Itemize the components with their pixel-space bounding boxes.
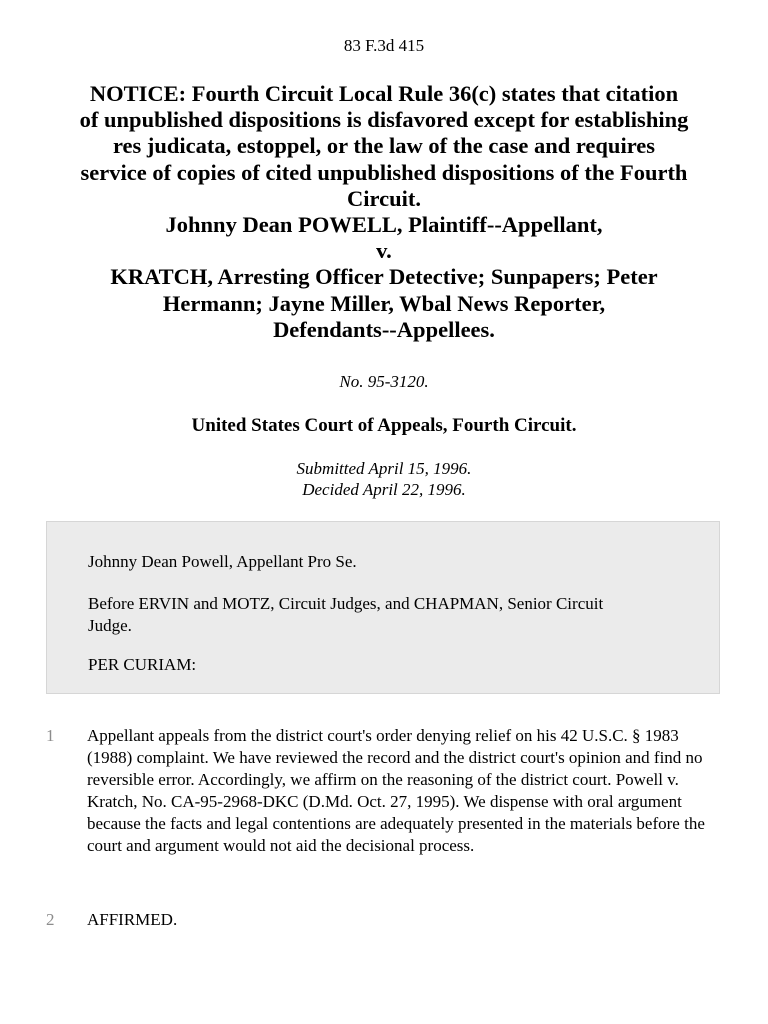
paragraph-text: Appellant appeals from the district court's order denying relief on his 42 U.S.C. § 1983 (1988) complaint. We have reviewed the record and the district court's opinion and find no reversible error. Accordingly, we affirm on the reasoning of the district court. Powell v. Kratch, No. CA-95-2968-DKC (D.Md. Oct. 27, 1995). We dispense with oral argument because the facts and legal contentions are adequately presented in the materials before the court and argument would not aid the decisional process. [87,726,705,855]
submitted-date: Submitted April 15, 1996. [296,459,472,478]
notice-line: of unpublished dispositions is disfavored except for establishing [79,107,689,133]
paragraph-number: 2 [46,910,55,929]
notice-line: NOTICE: Fourth Circuit Local Rule 36(c) states that citation [89,81,679,106]
notice-line: Circuit. [347,185,421,211]
decided-date: Decided April 22, 1996. [302,480,466,499]
defendant-line: Defendants--Appellees. [273,316,495,342]
opinion-paragraph [46,725,720,885]
defendant-line: Hermann; Jayne Miller, Wbal News Reporter, [162,290,606,316]
defendant-line: KRATCH, Arresting Officer Detective; Sunpapers; Peter [110,264,658,290]
case-dates [0,458,768,500]
per-curiam-text: PER CURIAM: [88,655,197,674]
case-heading [40,81,728,343]
versus-line: v. [376,238,392,264]
notice-line: res judicata, estoppel, or the law of the case and requires [112,133,656,159]
paragraph-number: 1 [46,726,55,745]
counsel-text: Johnny Dean Powell, Appellant Pro Se. [88,552,357,571]
case-info-panel [46,521,720,694]
plaintiff-line: Johnny Dean POWELL, Plaintiff--Appellant, [165,212,603,238]
judges-text: Before ERVIN and MOTZ, Circuit Judges, and CHAPMAN, Senior Circuit Judge. [88,594,604,635]
paragraph-text: AFFIRMED. [87,910,178,929]
court-name: United States Court of Appeals, Fourth Circuit. [191,415,577,436]
docket-number: No. 95-3120. [339,372,429,391]
opinion-paragraph [46,909,720,933]
case-citation: 83 F.3d 415 [343,36,425,55]
notice-line: service of copies of cited unpublished dispositions of the Fourth [80,159,688,185]
